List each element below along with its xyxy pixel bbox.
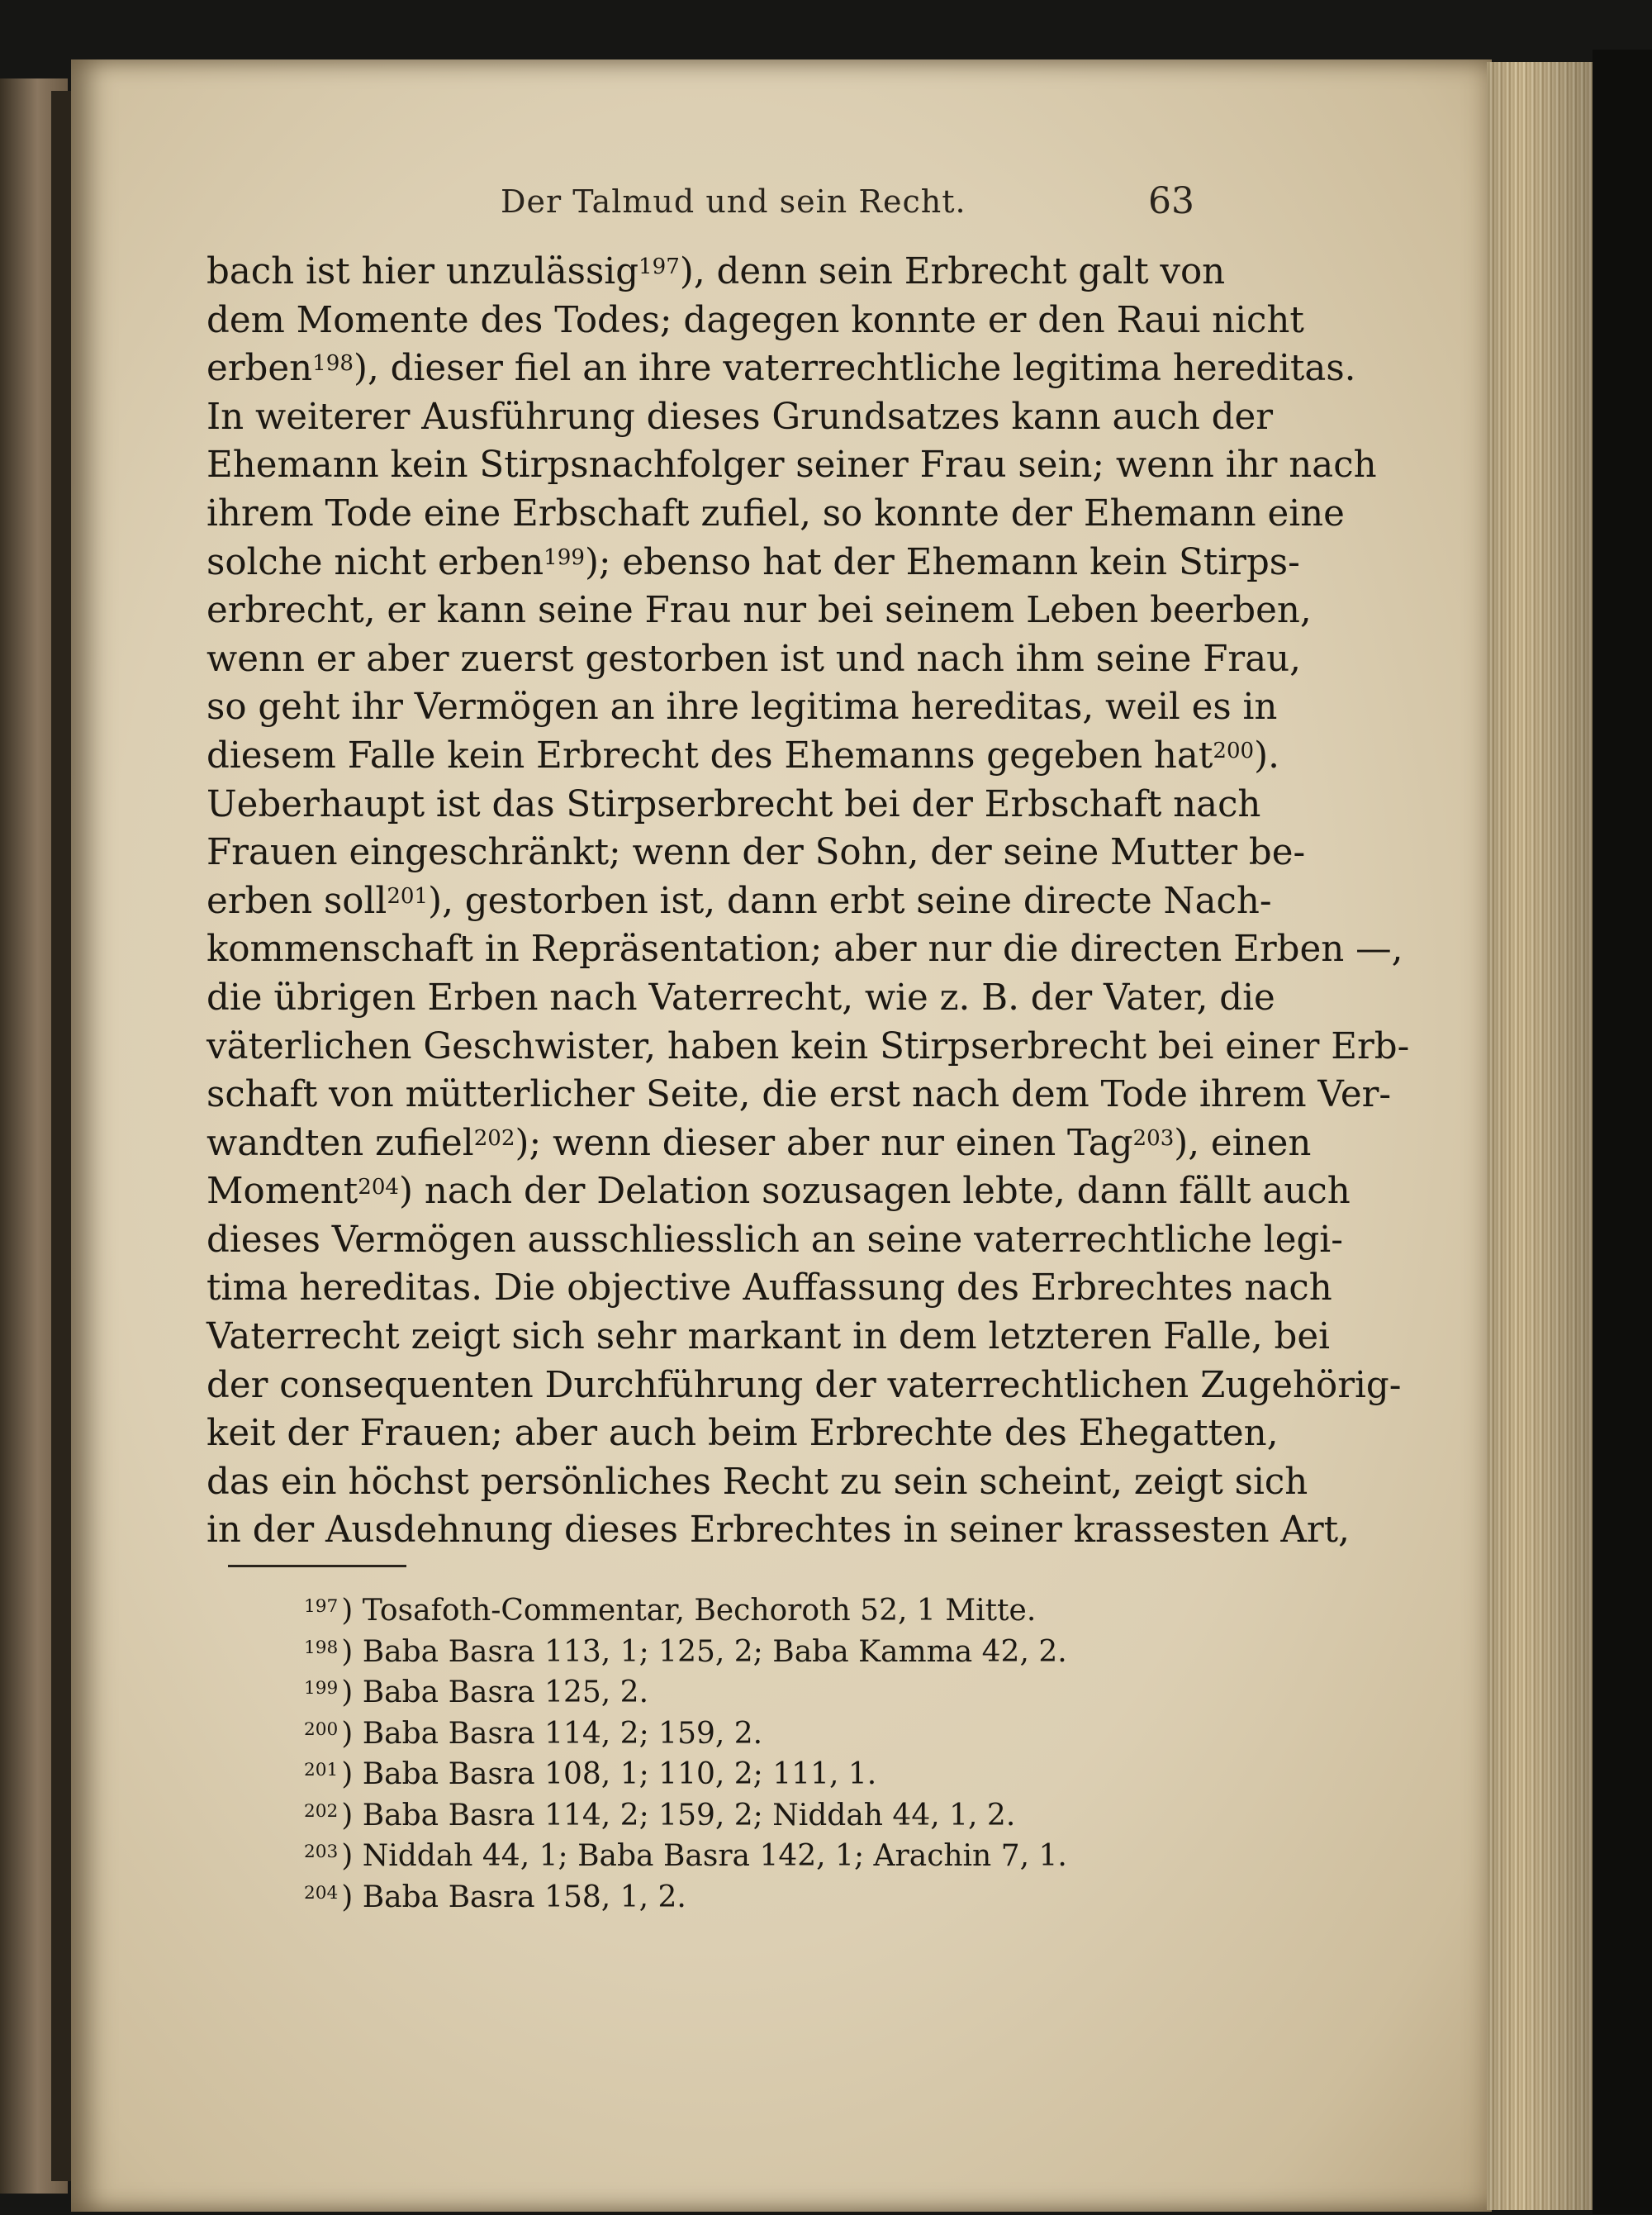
body-text-run: In weiterer Ausführung dieses Grundsatzes kann auch der bbox=[206, 396, 1274, 438]
footnote bbox=[304, 1754, 1130, 1795]
footnote-paren: ) bbox=[341, 1757, 354, 1791]
body-text-run: schaft von mütterlicher Seite, die erst nach dem Tode ihrem Ver- bbox=[206, 1074, 1392, 1116]
body-line bbox=[206, 587, 1312, 635]
body-line bbox=[206, 1362, 1402, 1410]
footnote-paren: ) bbox=[341, 1839, 354, 1873]
footnote-text: Baba Basra 158, 1, 2. bbox=[353, 1880, 686, 1914]
footnote-text: Baba Basra 113, 1; 125, 2; Baba Kamma 42, 2. bbox=[353, 1634, 1067, 1669]
body-line bbox=[206, 539, 1300, 587]
book-gutter bbox=[51, 91, 71, 2181]
footnote bbox=[304, 1836, 1130, 1877]
body-line bbox=[206, 297, 1304, 345]
footnote-separator bbox=[228, 1565, 406, 1567]
footnote-reference: 204 bbox=[358, 1174, 400, 1200]
footnote-reference: 197 bbox=[638, 254, 680, 280]
footnote-number: 201 bbox=[304, 1760, 339, 1781]
body-line bbox=[206, 441, 1377, 490]
body-line bbox=[206, 1119, 1312, 1168]
body-text-run: ), dieser fiel an ihre vaterrechtliche legitima hereditas. bbox=[353, 348, 1356, 390]
running-title: Der Talmud und sein Recht. bbox=[501, 183, 966, 220]
body-text-run: wandten zufiel bbox=[206, 1122, 474, 1164]
footnote bbox=[304, 1590, 1130, 1632]
running-header bbox=[0, 180, 1652, 225]
body-line bbox=[206, 829, 1306, 877]
body-text-run: ihrem Tode eine Erbschaft zufiel, so konnte der Ehemann eine bbox=[206, 492, 1345, 535]
body-text-run: die übrigen Erben nach Vaterrecht, wie z. B. der Vater, die bbox=[206, 977, 1275, 1019]
body-line bbox=[206, 248, 1226, 297]
body-text-run: bach ist hier unzulässig bbox=[206, 251, 639, 292]
body-text-run: in der Ausdehnung dieses Erbrechtes in seiner krassesten Art, bbox=[206, 1509, 1350, 1552]
footnote-reference: 201 bbox=[387, 883, 429, 909]
footnote-number: 197 bbox=[304, 1596, 339, 1618]
body-line bbox=[206, 393, 1274, 442]
body-line bbox=[206, 974, 1275, 1023]
body-text-run: ), gestorben ist, dann erbt seine directe Nach- bbox=[428, 880, 1272, 922]
footnote bbox=[304, 1795, 1130, 1837]
body-line bbox=[206, 490, 1345, 539]
footnote-reference: 202 bbox=[473, 1125, 515, 1151]
footnote-paren: ) bbox=[341, 1798, 354, 1832]
footnote-text: Tosafoth-Commentar, Bechoroth 52, 1 Mitte. bbox=[353, 1594, 1037, 1628]
body-line bbox=[206, 1313, 1331, 1362]
body-text-run: kommenschaft in Repräsentation; aber nur die directen Erben —, bbox=[206, 929, 1403, 971]
page-number: 63 bbox=[1148, 180, 1194, 222]
footnote-number: 203 bbox=[304, 1842, 339, 1863]
footnote bbox=[304, 1714, 1130, 1755]
footnote-number: 200 bbox=[304, 1718, 339, 1740]
footnote-reference: 203 bbox=[1132, 1125, 1175, 1151]
body-text-run: Ueberhaupt ist das Stirpserbrecht bei der Erbschaft nach bbox=[206, 783, 1261, 825]
body-line bbox=[206, 1264, 1332, 1313]
footnote-paren: ) bbox=[341, 1594, 354, 1628]
body-text-run: Vaterrecht zeigt sich sehr markant in dem letzteren Falle, bei bbox=[206, 1316, 1331, 1358]
body-text-run: so geht ihr Vermögen an ihre legitima hereditas, weil es in bbox=[206, 687, 1278, 729]
body-text-run: ), einen bbox=[1174, 1122, 1312, 1164]
body-line bbox=[206, 683, 1278, 732]
footnote-reference: 199 bbox=[544, 544, 585, 570]
footnote-text: Baba Basra 114, 2; 159, 2. bbox=[353, 1716, 763, 1751]
body-line bbox=[206, 635, 1301, 684]
body-text-run: ). bbox=[1254, 734, 1279, 777]
footnote-number: 204 bbox=[304, 1882, 339, 1904]
body-text-run: ) nach der Delation sozusagen lebte, dann fällt auch bbox=[399, 1171, 1351, 1213]
body-text-run: dieses Vermögen ausschliesslich an seine vaterrechtliche legi- bbox=[206, 1219, 1343, 1261]
body-text bbox=[206, 248, 1410, 1555]
body-text-run: tima hereditas. Die objective Auffassung des Erbrechtes nach bbox=[206, 1267, 1332, 1310]
body-line bbox=[206, 1167, 1351, 1216]
body-line bbox=[206, 1216, 1343, 1265]
body-text-run: erben bbox=[206, 348, 313, 390]
body-line bbox=[206, 1023, 1410, 1072]
footnote-text: Baba Basra 114, 2; 159, 2; Niddah 44, 1, 2. bbox=[353, 1798, 1016, 1832]
body-line bbox=[206, 1458, 1308, 1507]
body-text-run: Ehemann kein Stirpsnachfolger seiner Frau sein; wenn ihr nach bbox=[206, 444, 1377, 487]
body-text-run: Moment bbox=[206, 1171, 358, 1213]
body-line bbox=[206, 925, 1403, 974]
footnote bbox=[304, 1632, 1130, 1673]
footnote-text: Baba Basra 108, 1; 110, 2; 111, 1. bbox=[353, 1757, 877, 1791]
footnote bbox=[304, 1672, 1130, 1714]
body-line bbox=[206, 345, 1356, 393]
body-text-run: dem Momente des Todes; dagegen konnte er den Raui nicht bbox=[206, 299, 1304, 341]
body-text-run: wenn er aber zuerst gestorben ist und nach ihm seine Frau, bbox=[206, 638, 1301, 680]
footnote-paren: ) bbox=[341, 1716, 354, 1751]
page-stack-shade bbox=[1487, 62, 1594, 2210]
footnote-paren: ) bbox=[341, 1676, 354, 1709]
footnote-text: Baba Basra 125, 2. bbox=[353, 1676, 649, 1709]
body-line bbox=[206, 877, 1272, 926]
footnote-paren: ) bbox=[341, 1634, 354, 1669]
body-line bbox=[206, 1409, 1279, 1458]
body-line bbox=[206, 781, 1261, 829]
body-text-run: Frauen eingeschränkt; wenn der Sohn, der seine Mutter be- bbox=[206, 832, 1306, 874]
body-text-run: ); ebenso hat der Ehemann kein Stirps- bbox=[584, 541, 1300, 583]
book-cover-edge bbox=[1593, 50, 1652, 2214]
body-line bbox=[206, 1071, 1392, 1119]
body-text-run: erben soll bbox=[206, 880, 387, 922]
footnote-number: 198 bbox=[304, 1637, 339, 1658]
body-text-run: ); wenn dieser aber nur einen Tag bbox=[515, 1122, 1133, 1164]
footnote-reference: 200 bbox=[1213, 739, 1255, 764]
body-text-run: väterlichen Geschwister, haben kein Stirpserbrecht bei einer Erb- bbox=[206, 1025, 1410, 1067]
footnote-paren: ) bbox=[341, 1880, 354, 1914]
footnote-text: Niddah 44, 1; Baba Basra 142, 1; Arachin 7, 1. bbox=[353, 1839, 1067, 1873]
body-text-run: diesem Falle kein Erbrecht des Ehemanns gegeben hat bbox=[206, 734, 1213, 777]
footnote-reference: 198 bbox=[312, 351, 354, 377]
body-text-run: das ein höchst persönliches Recht zu sein scheint, zeigt sich bbox=[206, 1461, 1308, 1503]
body-text-run: ), denn sein Erbrecht galt von bbox=[679, 251, 1226, 292]
body-text-run: solche nicht erben bbox=[206, 541, 544, 583]
footnote bbox=[304, 1877, 1130, 1918]
footnote-number: 199 bbox=[304, 1678, 339, 1699]
body-line bbox=[206, 1506, 1350, 1555]
footnote-number: 202 bbox=[304, 1800, 339, 1822]
footnotes bbox=[304, 1590, 1130, 1918]
body-text-run: der consequenten Durchführung der vaterrechtlichen Zugehörig- bbox=[206, 1364, 1402, 1406]
body-text-run: keit der Frauen; aber auch beim Erbrechte des Ehegatten, bbox=[206, 1413, 1279, 1455]
body-line bbox=[206, 732, 1279, 781]
body-text-run: erbrecht, er kann seine Frau nur bei seinem Leben beerben, bbox=[206, 590, 1312, 632]
